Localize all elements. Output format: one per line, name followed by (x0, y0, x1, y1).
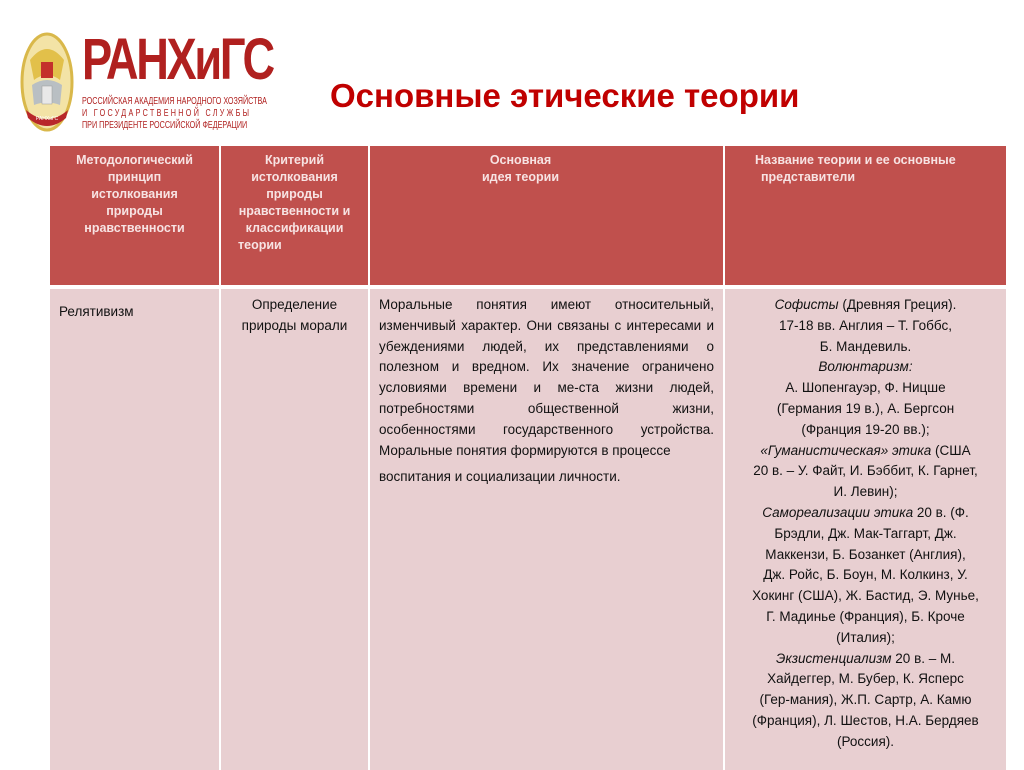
theory-detail: (Россия). (836, 733, 894, 749)
theory-detail: Брэдли, Дж. Мак-Таггарт, Дж. (774, 525, 957, 541)
header-methodological-principle (50, 146, 221, 289)
theory-detail: (Гер-мания), Ж.П. Сартр, А. Камю (759, 692, 972, 708)
header-line: природы (266, 187, 323, 201)
theory-detail: Дж. Ройс, Б. Боун, М. Колкинз, У. (763, 567, 968, 583)
logo-subtitle-line-1: РОССИЙСКАЯ АКАДЕМИЯ НАРОДНОГО ХОЗЯЙСТВА (82, 96, 267, 107)
header-line: теории (238, 238, 282, 252)
logo-subtitle (82, 96, 267, 132)
header-line: Методологический (76, 153, 193, 167)
theory-name: Софисты (774, 297, 839, 312)
theory-detail: 20 в. – У. Файт, И. Бэббит, К. Гарнет, (753, 463, 978, 479)
theory-detail: (Германия 19 в.), А. Бергсон (776, 400, 955, 416)
logo-wordmark: РАНХиГС (82, 27, 273, 92)
cell-principle: Релятивизм (50, 289, 221, 770)
theory-detail: Г. Мадинье (Франция), Б. Кроче (766, 608, 965, 624)
theory-voluntarism (734, 357, 997, 378)
header-line: Критерий (264, 153, 325, 167)
theory-humanist (734, 441, 997, 462)
theory-name: Экзистенциализм (776, 650, 892, 666)
header-main-idea (370, 146, 725, 289)
header-line: нравственности и (238, 204, 351, 218)
theory-detail: 20 в. – М. (891, 650, 955, 666)
theory-detail: Хокинг (США), Ж. Бастид, Э. Мунье, (752, 588, 979, 604)
coat-of-arms-icon (20, 30, 74, 134)
theory-sophists (734, 295, 997, 316)
table-header-row (50, 146, 1006, 289)
theory-existentialism (734, 649, 997, 670)
logo-subtitle-line-3: ПРИ ПРЕЗИДЕНТЕ РОССИЙСКОЙ ФЕДЕРАЦИИ (82, 120, 248, 131)
header-line: представители (761, 170, 856, 184)
header-line: идея теории (481, 170, 560, 184)
header-criterion (221, 146, 370, 289)
header-theory-representatives (725, 146, 1006, 289)
header-line: Название теории и ее основные (755, 153, 956, 167)
theory-detail: 17-18 вв. Англия – Т. Гоббс, (779, 317, 952, 333)
header-line: истолкования (251, 170, 338, 184)
logo-subtitle-line-2: И ГОСУДАРСТВЕННОЙ СЛУЖБЫ (82, 108, 252, 119)
theory-detail: 20 в. (Ф. (913, 504, 969, 520)
theory-detail: (Италия); (836, 629, 895, 645)
table-row (50, 289, 1006, 770)
theory-detail: (Древняя Греция). (838, 297, 957, 312)
theory-name: «Гуманистическая» этика (760, 442, 932, 458)
cell-main-idea (370, 289, 725, 770)
theory-self-realization (734, 503, 997, 524)
theory-detail: И. Левин); (833, 484, 898, 500)
header-line: принцип (107, 170, 162, 184)
ranepa-logo (12, 27, 273, 140)
ethical-theories-table (50, 146, 1006, 770)
theory-name: Самореализации этика (762, 504, 914, 520)
header-line: нравственности (84, 221, 185, 235)
theory-detail: Маккензи, Б. Бозанкет (Англия), (765, 546, 966, 562)
theory-name: Волюнтаризм: (818, 359, 913, 375)
theory-detail: (Франция), Л. Шестов, Н.А. Бердяев (752, 712, 979, 728)
theory-detail: (США (931, 442, 971, 458)
theory-detail: А. Шопенгауэр, Ф. Ницше (785, 380, 946, 396)
header-line: классификации (245, 221, 344, 235)
theory-detail: Хайдеггер, М. Бубер, К. Ясперс (767, 671, 964, 687)
header-line: истолкования (91, 187, 178, 201)
header-line: Основная (489, 153, 552, 167)
cell-theory-representatives (725, 289, 1006, 770)
idea-text-last: воспитания и социализации личности. (379, 469, 621, 485)
cell-criterion: Определение природы морали (221, 289, 370, 770)
theory-detail: (Франция 19-20 вв.); (801, 421, 930, 437)
svg-text:РАНХиГС: РАНХиГС (35, 116, 59, 122)
idea-text: Моральные понятия имеют относительный, изменчивый характер. Они связаны с интересами и убеждениями людей, их представлениями о полезном и вредном. Их значение ограничено условиями времени и ме-ста жизни людей, потребностями общественной жизни, особенностями государственного устройства. Моральные понятия формируются в процессе (379, 297, 714, 458)
header-line: природы (106, 204, 163, 218)
theory-detail: Б. Мандевиль. (819, 338, 912, 354)
page-title: Основные этические теории (330, 77, 800, 114)
